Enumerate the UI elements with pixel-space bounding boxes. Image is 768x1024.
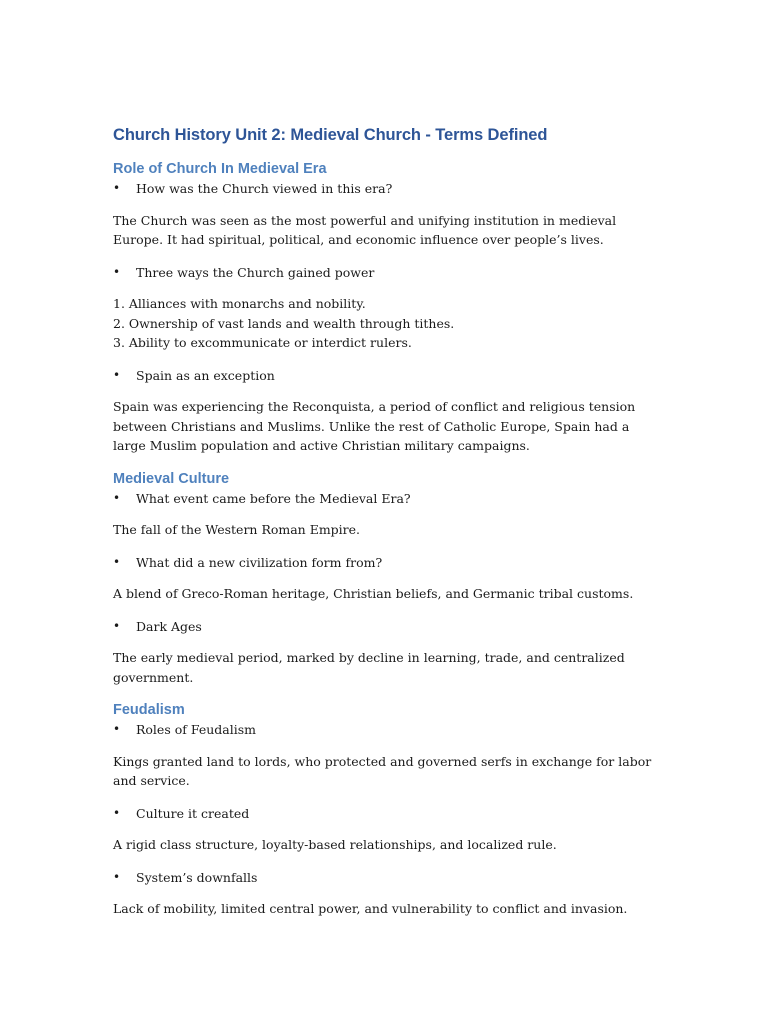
bullet-text: Culture it created: [136, 805, 250, 821]
answer-paragraph: A rigid class structure, loyalty-based relationships, and localized rule.: [113, 837, 557, 852]
answer-paragraph: The fall of the Western Roman Empire.: [113, 522, 361, 537]
bullet-item: [113, 868, 653, 888]
answer-paragraph: A blend of Greco-Roman heritage, Christian beliefs, and Germanic tribal customs.: [113, 586, 634, 601]
section-role-of-church: [113, 159, 653, 456]
bullet-text: Roles of Feudalism: [136, 722, 257, 737]
bullet-text: What event came before the Medieval Era?: [136, 490, 411, 506]
document-page: [113, 124, 653, 932]
bullet-text: Three ways the Church gained power: [136, 264, 375, 280]
bullet-icon: •: [113, 618, 121, 633]
bullet-item: [113, 489, 653, 509]
bullet-item: [113, 179, 653, 199]
numbered-list: [113, 294, 653, 353]
bullet-icon: •: [113, 264, 121, 279]
bullet-icon: •: [113, 490, 121, 505]
bullet-text: Dark Ages: [136, 618, 202, 634]
section-heading: Feudalism: [113, 702, 185, 718]
bullet-text: What did a new civilization form from?: [136, 554, 383, 570]
bullet-item: [113, 617, 653, 637]
bullet-icon: •: [113, 367, 121, 382]
bullet-icon: •: [113, 869, 121, 884]
bullet-item: [113, 720, 653, 740]
bullet-icon: •: [113, 722, 121, 736]
answer-paragraph: Kings granted land to lords, who protected and governed serfs in exchange for labor and service.: [113, 753, 652, 788]
section-medieval-culture: [113, 469, 653, 688]
bullet-item: [113, 553, 653, 573]
section-heading: Role of Church In Medieval Era: [113, 161, 327, 177]
list-line: 2. Ownership of vast lands and wealth through tithes.: [113, 315, 455, 331]
answer-paragraph: The Church was seen as the most powerful and unifying institution in medieval Europe. It had spiritual, political, and economic influence over people’s lives.: [113, 212, 617, 247]
section-feudalism: [113, 700, 653, 919]
bullet-icon: •: [113, 554, 121, 569]
document-title: Church History Unit 2: Medieval Church - Terms Defined: [113, 126, 548, 144]
bullet-item: [113, 804, 653, 824]
answer-paragraph: The early medieval period, marked by decline in learning, trade, and centralized government.: [113, 650, 625, 685]
bullet-icon: •: [113, 805, 121, 820]
bullet-item: [113, 263, 653, 283]
answer-paragraph: Lack of mobility, limited central power, and vulnerability to conflict and invasion.: [113, 901, 628, 916]
bullet-item: [113, 366, 653, 386]
bullet-text: Spain as an exception: [136, 367, 275, 383]
bullet-text: System’s downfalls: [136, 869, 258, 885]
bullet-text: How was the Church viewed in this era?: [136, 181, 393, 196]
list-line: 3. Ability to excommunicate or interdict rulers.: [113, 335, 412, 350]
bullet-icon: •: [113, 181, 121, 195]
section-heading: Medieval Culture: [113, 470, 230, 487]
list-line: 1. Alliances with monarchs and nobility.: [113, 296, 366, 311]
answer-paragraph: Spain was experiencing the Reconquista, a period of conflict and religious tension between Christians and Muslims. Unlike the rest of Catholic Europe, Spain had a large Muslim population and active Christian military campaigns.: [113, 399, 636, 453]
